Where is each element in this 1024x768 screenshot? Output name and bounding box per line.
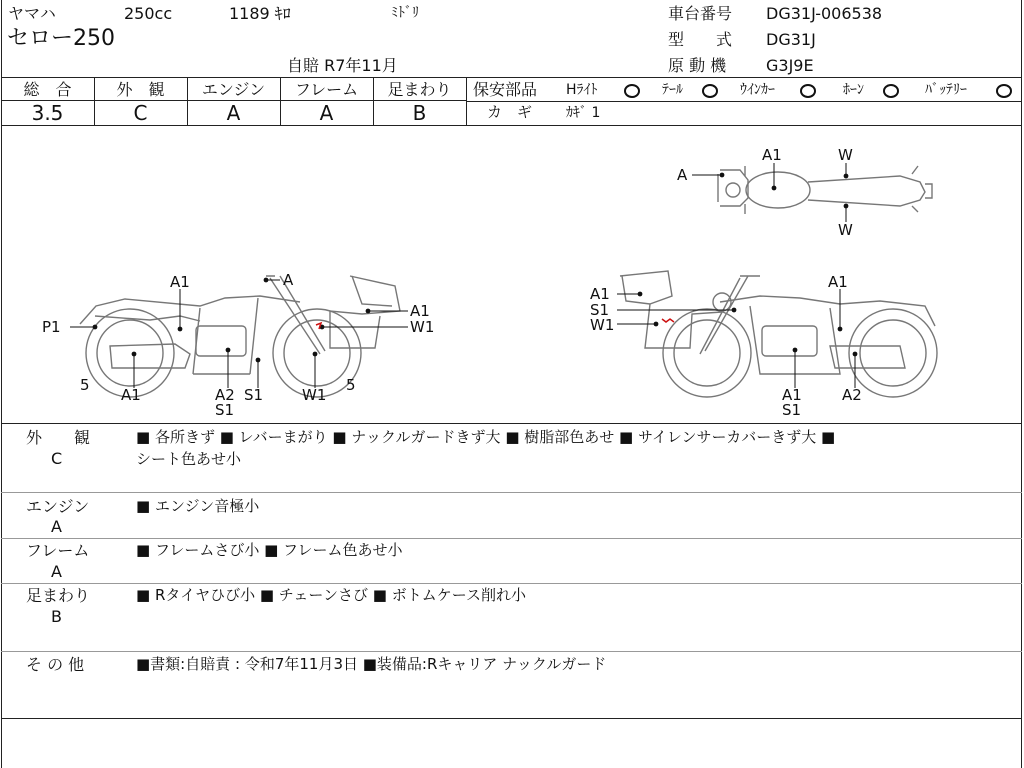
safety-headlight: Hﾗｲﾄ: [566, 82, 598, 98]
model-type-value: DG31J: [766, 30, 816, 49]
bike-top-view: [718, 166, 932, 214]
safety-parts-label: 保安部品: [473, 80, 538, 99]
section-suspension-title: 足まわり: [26, 586, 91, 605]
section-engine-grade: A: [51, 517, 62, 536]
diag-left-s1-b: S1: [215, 401, 235, 419]
horn-ok-icon: [883, 84, 899, 98]
diag-left-s1: S1: [244, 386, 264, 404]
section-engine-title: エンジン: [26, 497, 90, 516]
safety-battery: ﾊﾞｯﾃﾘｰ: [925, 82, 967, 98]
diag-top-a: A: [677, 166, 688, 184]
engine-type-label: 原 動 機: [668, 56, 727, 75]
section-exterior-notes-2: シート色あせ小: [136, 450, 242, 468]
maker-name: ヤマハ: [8, 4, 56, 23]
safety-horn: ﾎｰﾝ: [843, 82, 864, 98]
section-other-title: そ の 他: [26, 655, 85, 674]
winker-ok-icon: [800, 84, 816, 98]
diag-left-p1: P1: [42, 318, 61, 336]
insurance-expiry: 自賠 R7年11月: [287, 56, 398, 75]
bike-right-side-view: [620, 271, 937, 397]
section-suspension-notes: ■ Rタイヤひび小 ■ チェーンさび ■ ボトムケース削れ小: [136, 586, 526, 604]
grade-exterior-value: C: [133, 101, 148, 125]
diag-top-w-lower: W: [838, 221, 853, 239]
engine-type-value: G3J9E: [766, 56, 814, 75]
diag-right-a1-tank: A1: [828, 273, 848, 291]
frame-number-value: DG31J-006538: [766, 4, 883, 23]
taillight-ok-icon: [702, 84, 718, 98]
diag-left-a1-guard: A1: [410, 302, 430, 320]
key-value: ｶｷﾞ 1: [566, 105, 601, 121]
model-name: セロー250: [7, 26, 115, 51]
diag-left-a-lever: A: [283, 271, 294, 289]
grade-frame-value: A: [319, 101, 334, 125]
diag-right-a2: A2: [842, 386, 862, 404]
grade-frame-label: フレーム: [294, 80, 359, 99]
section-other-notes: ■書類:自賠責 : 令和7年11月3日 ■装備品:Rキャリア ナックルガード: [136, 655, 607, 673]
divider-header: [1, 77, 1022, 78]
divider-exterior: [1, 492, 1022, 493]
grade-suspension-label: 足まわり: [387, 80, 452, 99]
grade-engine-label: エンジン: [201, 80, 266, 99]
grade-exterior-label: 外 観: [116, 80, 165, 99]
divider-suspension: [1, 651, 1022, 652]
safety-winker: ｳｲﾝｶｰ: [740, 82, 775, 98]
diag-right-s1-guard: S1: [590, 301, 610, 319]
diag-left-a1-tank: A1: [170, 273, 190, 291]
diag-right-s1: S1: [782, 401, 802, 419]
grade-overall-value: 3.5: [31, 101, 64, 125]
diag-right-w1-guard: W1: [590, 316, 615, 334]
section-suspension-grade: B: [51, 607, 62, 626]
frame-number-label: 車台番号: [668, 4, 733, 23]
section-engine-notes: ■ エンジン音極小: [136, 497, 260, 515]
diag-left-a2: A2: [215, 386, 235, 404]
section-exterior-title: 外 観: [26, 428, 91, 447]
section-exterior-grade: C: [51, 449, 63, 468]
section-exterior-notes: ■ 各所きず ■ レバーまがり ■ ナックルガードきず大 ■ 樹脂部色あせ ■ サイレンサーカバーきず大 ■: [136, 428, 836, 446]
mileage: 1189 ｷﾛ: [229, 4, 291, 23]
diag-left-5-rear: 5: [80, 376, 90, 394]
grade-suspension-value: B: [412, 101, 427, 125]
divider-other: [1, 718, 1022, 719]
divider-diagram: [1, 423, 1022, 424]
diag-left-5-front: 5: [346, 376, 356, 394]
section-frame-notes: ■ フレームさび小 ■ フレーム色あせ小: [136, 541, 403, 559]
displacement: 250cc: [124, 4, 173, 23]
divider-frame: [1, 583, 1022, 584]
safety-taillight: ﾃｰﾙ: [662, 82, 683, 98]
model-type-label: 型 式: [668, 30, 733, 49]
grade-sep-5: [466, 77, 467, 125]
diag-left-w1-guard: W1: [410, 318, 435, 336]
divider-safety: [467, 101, 1022, 102]
grade-overall-label: 総 合: [23, 80, 72, 99]
diag-top-a1: A1: [762, 146, 782, 164]
grade-engine-value: A: [226, 101, 241, 125]
section-frame-grade: A: [51, 562, 62, 581]
section-frame-title: フレーム: [26, 541, 90, 560]
body-color: ﾐﾄﾞﾘ: [391, 5, 419, 21]
headlight-ok-icon: [624, 84, 640, 98]
key-label: カ ギ: [487, 103, 533, 121]
damage-diagram: [0, 126, 1022, 423]
diag-left-w1-fork: W1: [302, 386, 327, 404]
divider-engine: [1, 538, 1022, 539]
diag-right-a1-guard: A1: [590, 285, 610, 303]
diag-left-a1-muffler: A1: [121, 386, 141, 404]
diag-right-a1-cover: A1: [782, 386, 802, 404]
diag-top-w-upper: W: [838, 146, 853, 164]
battery-ok-icon: [996, 84, 1012, 98]
